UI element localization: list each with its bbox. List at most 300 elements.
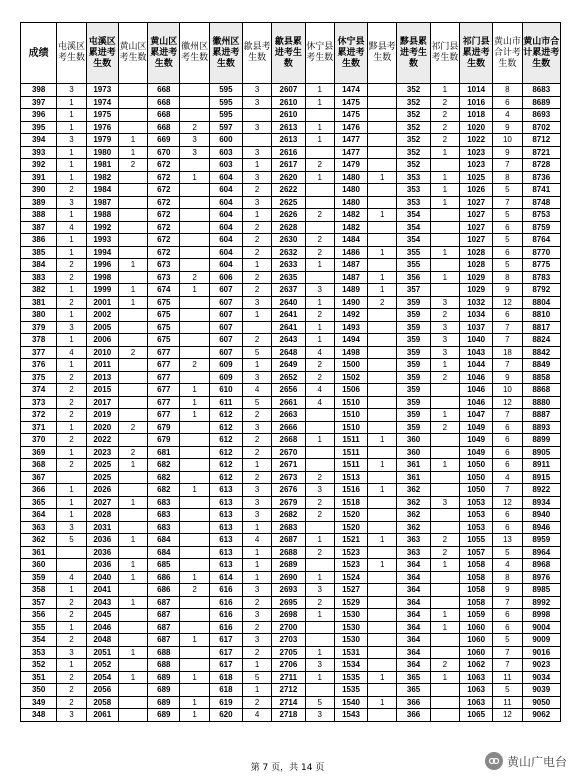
- count-cell: 2: [57, 184, 86, 197]
- count-cell: 1474: [334, 84, 367, 97]
- count-cell: 2036: [86, 546, 118, 559]
- column-header: 祁门县考生数: [430, 23, 459, 84]
- count-cell: 1490: [334, 296, 367, 309]
- count-cell: 360: [397, 434, 430, 447]
- count-cell: 683: [148, 496, 180, 509]
- count-cell: [305, 196, 334, 209]
- count-cell: 2: [57, 609, 86, 622]
- count-cell: 353: [397, 171, 430, 184]
- table-row: [21, 159, 561, 172]
- count-cell: 1480: [334, 184, 367, 197]
- count-cell: 1: [57, 421, 86, 434]
- count-cell: 1: [243, 559, 272, 572]
- count-cell: 1: [57, 659, 86, 672]
- column-header: 徽州区考生数: [180, 23, 209, 84]
- count-cell: 2019: [86, 409, 118, 422]
- score-cell: 385: [21, 246, 57, 259]
- table-row: [21, 171, 561, 184]
- count-cell: 365: [397, 684, 430, 697]
- table-row: [21, 196, 561, 209]
- count-cell: [368, 259, 397, 272]
- table-row: [21, 696, 561, 709]
- count-cell: 8693: [522, 109, 560, 122]
- count-cell: 2: [180, 584, 209, 597]
- score-cell: 372: [21, 409, 57, 422]
- count-cell: 1992: [86, 221, 118, 234]
- table-row: [21, 371, 561, 384]
- count-cell: 1: [57, 146, 86, 159]
- count-cell: [430, 159, 459, 172]
- score-cell: 360: [21, 559, 57, 572]
- count-cell: 1: [243, 209, 272, 222]
- count-cell: 1476: [334, 121, 367, 134]
- count-cell: 1510: [334, 396, 367, 409]
- count-cell: 8764: [522, 234, 560, 247]
- count-cell: 361: [397, 459, 430, 472]
- count-cell: 2: [243, 646, 272, 659]
- count-cell: 1: [118, 146, 147, 159]
- count-cell: 675: [148, 334, 180, 347]
- count-cell: 2023: [86, 446, 118, 459]
- count-cell: [118, 321, 147, 334]
- count-cell: 2: [305, 234, 334, 247]
- count-cell: 8783: [522, 271, 560, 284]
- count-cell: [305, 421, 334, 434]
- count-cell: 2630: [272, 234, 305, 247]
- count-cell: 8887: [522, 409, 560, 422]
- count-cell: 352: [397, 121, 430, 134]
- table-row: [21, 546, 561, 559]
- count-cell: 1981: [86, 159, 118, 172]
- count-cell: 8858: [522, 371, 560, 384]
- count-cell: 2: [430, 96, 459, 109]
- count-cell: 610: [209, 384, 242, 397]
- count-cell: [368, 146, 397, 159]
- count-cell: 1996: [86, 259, 118, 272]
- count-cell: 672: [148, 234, 180, 247]
- count-cell: [180, 109, 209, 122]
- count-cell: [118, 609, 147, 622]
- count-cell: 1529: [334, 596, 367, 609]
- count-cell: 4: [305, 346, 334, 359]
- count-cell: 1014: [459, 84, 492, 97]
- count-cell: 2622: [272, 184, 305, 197]
- count-cell: 2625: [272, 196, 305, 209]
- count-cell: 607: [209, 346, 242, 359]
- count-cell: [180, 446, 209, 459]
- count-cell: 5: [493, 259, 522, 272]
- count-cell: 2648: [272, 346, 305, 359]
- count-cell: 9: [493, 371, 522, 384]
- count-cell: 366: [397, 709, 430, 722]
- count-cell: 1482: [334, 209, 367, 222]
- score-cell: 366: [21, 484, 57, 497]
- count-cell: 1029: [459, 284, 492, 297]
- count-cell: 1058: [459, 584, 492, 597]
- count-cell: 675: [148, 296, 180, 309]
- count-cell: 1058: [459, 559, 492, 572]
- count-cell: 609: [209, 371, 242, 384]
- count-cell: 2031: [86, 521, 118, 534]
- count-cell: 1046: [459, 371, 492, 384]
- count-cell: 2: [430, 309, 459, 322]
- count-cell: 1510: [334, 409, 367, 422]
- count-cell: [430, 634, 459, 647]
- count-cell: 1026: [459, 184, 492, 197]
- count-cell: 8940: [522, 509, 560, 522]
- count-cell: 8817: [522, 321, 560, 334]
- column-header: 黟县考生数: [368, 23, 397, 84]
- count-cell: 1518: [334, 496, 367, 509]
- column-header: 黄山市合计考生数: [493, 23, 522, 84]
- count-cell: 2: [180, 359, 209, 372]
- count-cell: 1: [118, 259, 147, 272]
- count-cell: 1: [118, 596, 147, 609]
- count-cell: 2693: [272, 584, 305, 597]
- score-cell: 387: [21, 221, 57, 234]
- count-cell: 1034: [459, 309, 492, 322]
- count-cell: [118, 371, 147, 384]
- count-cell: [368, 446, 397, 459]
- count-cell: 1: [430, 459, 459, 472]
- score-cell: 392: [21, 159, 57, 172]
- count-cell: 1060: [459, 621, 492, 634]
- count-cell: 3: [243, 84, 272, 97]
- count-cell: 1: [368, 459, 397, 472]
- count-cell: 2: [243, 271, 272, 284]
- count-cell: 7: [493, 359, 522, 372]
- count-cell: 362: [397, 509, 430, 522]
- count-cell: [305, 109, 334, 122]
- column-header: 徽州区累进考生数: [209, 23, 242, 84]
- count-cell: 1053: [459, 496, 492, 509]
- count-cell: 2: [243, 246, 272, 259]
- count-cell: 1487: [334, 259, 367, 272]
- count-cell: 1: [180, 484, 209, 497]
- count-cell: 8741: [522, 184, 560, 197]
- count-cell: 5: [243, 396, 272, 409]
- count-cell: 2: [305, 359, 334, 372]
- count-cell: 8759: [522, 221, 560, 234]
- count-cell: 1479: [334, 159, 367, 172]
- count-cell: [430, 221, 459, 234]
- count-cell: 2: [368, 296, 397, 309]
- count-cell: 8868: [522, 384, 560, 397]
- count-cell: 8792: [522, 284, 560, 297]
- count-cell: 595: [209, 84, 242, 97]
- count-cell: 677: [148, 384, 180, 397]
- count-cell: 6: [493, 434, 522, 447]
- count-cell: [180, 421, 209, 434]
- count-cell: 1: [368, 671, 397, 684]
- count-cell: 5: [493, 184, 522, 197]
- count-cell: 1: [57, 284, 86, 297]
- count-cell: 359: [397, 384, 430, 397]
- count-cell: 1053: [459, 521, 492, 534]
- count-cell: 360: [397, 446, 430, 459]
- count-cell: [368, 121, 397, 134]
- count-cell: 1: [57, 246, 86, 259]
- count-cell: 8985: [522, 584, 560, 597]
- count-cell: 1: [243, 459, 272, 472]
- count-cell: 352: [397, 159, 430, 172]
- count-cell: 2: [243, 221, 272, 234]
- count-cell: [368, 346, 397, 359]
- count-cell: 1484: [334, 234, 367, 247]
- count-cell: [180, 646, 209, 659]
- count-cell: 613: [209, 484, 242, 497]
- count-cell: 4: [305, 384, 334, 397]
- count-cell: 1028: [459, 246, 492, 259]
- count-cell: 672: [148, 221, 180, 234]
- count-cell: 3: [57, 521, 86, 534]
- count-cell: [118, 434, 147, 447]
- count-cell: [180, 234, 209, 247]
- count-cell: 3: [430, 296, 459, 309]
- count-cell: 8721: [522, 146, 560, 159]
- count-cell: [368, 634, 397, 647]
- count-cell: [368, 509, 397, 522]
- count-cell: 1: [430, 671, 459, 684]
- count-cell: 3: [430, 346, 459, 359]
- count-cell: 6: [493, 309, 522, 322]
- score-cell: 353: [21, 646, 57, 659]
- count-cell: 2670: [272, 446, 305, 459]
- count-cell: 1502: [334, 371, 367, 384]
- count-cell: 7: [493, 159, 522, 172]
- count-cell: [180, 659, 209, 672]
- count-cell: 2: [57, 259, 86, 272]
- count-cell: 366: [397, 696, 430, 709]
- page-footer: 第 7 页，共 14 页: [250, 763, 325, 773]
- count-cell: 3: [243, 509, 272, 522]
- count-cell: [118, 234, 147, 247]
- count-cell: 1979: [86, 134, 118, 147]
- count-cell: 2690: [272, 571, 305, 584]
- count-cell: 1049: [459, 446, 492, 459]
- count-cell: 1: [430, 246, 459, 259]
- count-cell: [243, 109, 272, 122]
- table-row: [21, 709, 561, 722]
- count-cell: 1: [180, 634, 209, 647]
- count-cell: 604: [209, 184, 242, 197]
- count-cell: 1477: [334, 146, 367, 159]
- score-cell: 376: [21, 359, 57, 372]
- count-cell: 1: [180, 396, 209, 409]
- count-cell: 1040: [459, 334, 492, 347]
- count-cell: 361: [397, 471, 430, 484]
- count-cell: 2: [305, 596, 334, 609]
- score-cell: 395: [21, 121, 57, 134]
- column-header: 休宁县考生数: [305, 23, 334, 84]
- count-cell: 3: [430, 334, 459, 347]
- count-cell: 674: [148, 284, 180, 297]
- count-cell: 2: [57, 384, 86, 397]
- count-cell: [118, 659, 147, 672]
- score-cell: 384: [21, 259, 57, 272]
- count-cell: 9039: [522, 684, 560, 697]
- count-cell: 359: [397, 309, 430, 322]
- count-cell: 1: [243, 684, 272, 697]
- score-cell: 390: [21, 184, 57, 197]
- count-cell: [180, 546, 209, 559]
- count-cell: 2: [57, 396, 86, 409]
- count-cell: 2056: [86, 684, 118, 697]
- count-cell: 1: [180, 409, 209, 422]
- count-cell: 6: [493, 621, 522, 634]
- count-cell: 8968: [522, 559, 560, 572]
- count-cell: 353: [397, 184, 430, 197]
- count-cell: 2661: [272, 396, 305, 409]
- count-cell: 1511: [334, 446, 367, 459]
- count-cell: 1: [57, 496, 86, 509]
- count-cell: 11: [493, 696, 522, 709]
- count-cell: 363: [397, 546, 430, 559]
- score-cell: 371: [21, 421, 57, 434]
- count-cell: 2011: [86, 359, 118, 372]
- count-cell: 2706: [272, 659, 305, 672]
- count-cell: 1027: [459, 209, 492, 222]
- count-cell: 620: [209, 709, 242, 722]
- count-cell: [430, 209, 459, 222]
- table-row: [21, 646, 561, 659]
- table-row: [21, 121, 561, 134]
- count-cell: [305, 221, 334, 234]
- count-cell: 4: [243, 384, 272, 397]
- count-cell: 3: [305, 284, 334, 297]
- score-distribution-table: [20, 22, 561, 722]
- count-cell: 1: [180, 384, 209, 397]
- count-cell: 354: [397, 209, 430, 222]
- count-cell: 1: [180, 709, 209, 722]
- count-cell: 8964: [522, 546, 560, 559]
- count-cell: 2683: [272, 521, 305, 534]
- count-cell: [180, 496, 209, 509]
- count-cell: 7: [493, 321, 522, 334]
- count-cell: 2628: [272, 221, 305, 234]
- count-cell: 1050: [459, 459, 492, 472]
- count-cell: 1487: [334, 271, 367, 284]
- count-cell: 612: [209, 409, 242, 422]
- count-cell: 1511: [334, 434, 367, 447]
- count-cell: 3: [57, 709, 86, 722]
- count-cell: [368, 471, 397, 484]
- count-cell: 1: [118, 296, 147, 309]
- count-cell: [305, 634, 334, 647]
- count-cell: 2: [305, 209, 334, 222]
- count-cell: 359: [397, 371, 430, 384]
- count-cell: 1029: [459, 271, 492, 284]
- count-cell: 689: [148, 709, 180, 722]
- count-cell: 1060: [459, 646, 492, 659]
- count-cell: [243, 321, 272, 334]
- count-cell: 2: [57, 296, 86, 309]
- count-cell: [368, 609, 397, 622]
- count-cell: [118, 384, 147, 397]
- table-row: [21, 359, 561, 372]
- count-cell: 8905: [522, 446, 560, 459]
- count-cell: 688: [148, 646, 180, 659]
- count-cell: 1: [118, 459, 147, 472]
- count-cell: [118, 684, 147, 697]
- count-cell: 612: [209, 459, 242, 472]
- score-cell: 355: [21, 621, 57, 634]
- count-cell: 2058: [86, 696, 118, 709]
- count-cell: 5: [493, 684, 522, 697]
- count-cell: 9004: [522, 621, 560, 634]
- count-cell: 8998: [522, 609, 560, 622]
- count-cell: 1055: [459, 534, 492, 547]
- count-cell: 8992: [522, 596, 560, 609]
- count-cell: 2: [430, 371, 459, 384]
- count-cell: 595: [209, 96, 242, 109]
- count-cell: 604: [209, 171, 242, 184]
- count-cell: 672: [148, 209, 180, 222]
- count-cell: 2607: [272, 84, 305, 97]
- count-cell: 2643: [272, 334, 305, 347]
- table-row: [21, 96, 561, 109]
- count-cell: [305, 146, 334, 159]
- column-header: 屯溪区考生数: [57, 23, 86, 84]
- count-cell: 5: [493, 634, 522, 647]
- count-cell: 5: [493, 546, 522, 559]
- count-cell: 1998: [86, 271, 118, 284]
- count-cell: 1: [430, 84, 459, 97]
- count-cell: 6: [493, 609, 522, 622]
- count-cell: 8: [493, 171, 522, 184]
- count-cell: 2027: [86, 496, 118, 509]
- count-cell: 2641: [272, 309, 305, 322]
- count-cell: 1032: [459, 296, 492, 309]
- count-cell: 684: [148, 534, 180, 547]
- count-cell: 689: [148, 696, 180, 709]
- count-cell: [368, 521, 397, 534]
- count-cell: 12: [493, 296, 522, 309]
- count-cell: 355: [397, 259, 430, 272]
- count-cell: [305, 621, 334, 634]
- count-cell: 2: [305, 496, 334, 509]
- count-cell: 3: [243, 584, 272, 597]
- count-cell: [430, 571, 459, 584]
- score-cell: 364: [21, 509, 57, 522]
- score-cell: 379: [21, 321, 57, 334]
- count-cell: 682: [148, 459, 180, 472]
- table-row: [21, 509, 561, 522]
- count-cell: 357: [397, 284, 430, 297]
- count-cell: 2: [57, 684, 86, 697]
- count-cell: 1028: [459, 259, 492, 272]
- count-cell: 8880: [522, 396, 560, 409]
- count-cell: 689: [148, 684, 180, 697]
- count-cell: [430, 709, 459, 722]
- count-cell: [118, 546, 147, 559]
- count-cell: 670: [148, 146, 180, 159]
- count-cell: 2: [243, 234, 272, 247]
- count-cell: 3: [57, 196, 86, 209]
- count-cell: 1: [57, 96, 86, 109]
- count-cell: 2688: [272, 546, 305, 559]
- count-cell: 1: [305, 121, 334, 134]
- count-cell: [368, 571, 397, 584]
- count-cell: 2: [430, 121, 459, 134]
- count-cell: 1: [305, 571, 334, 584]
- count-cell: [180, 334, 209, 347]
- count-cell: [118, 184, 147, 197]
- count-cell: 1065: [459, 709, 492, 722]
- count-cell: [305, 684, 334, 697]
- wechat-channel-icon: [485, 752, 503, 770]
- count-cell: 3: [57, 321, 86, 334]
